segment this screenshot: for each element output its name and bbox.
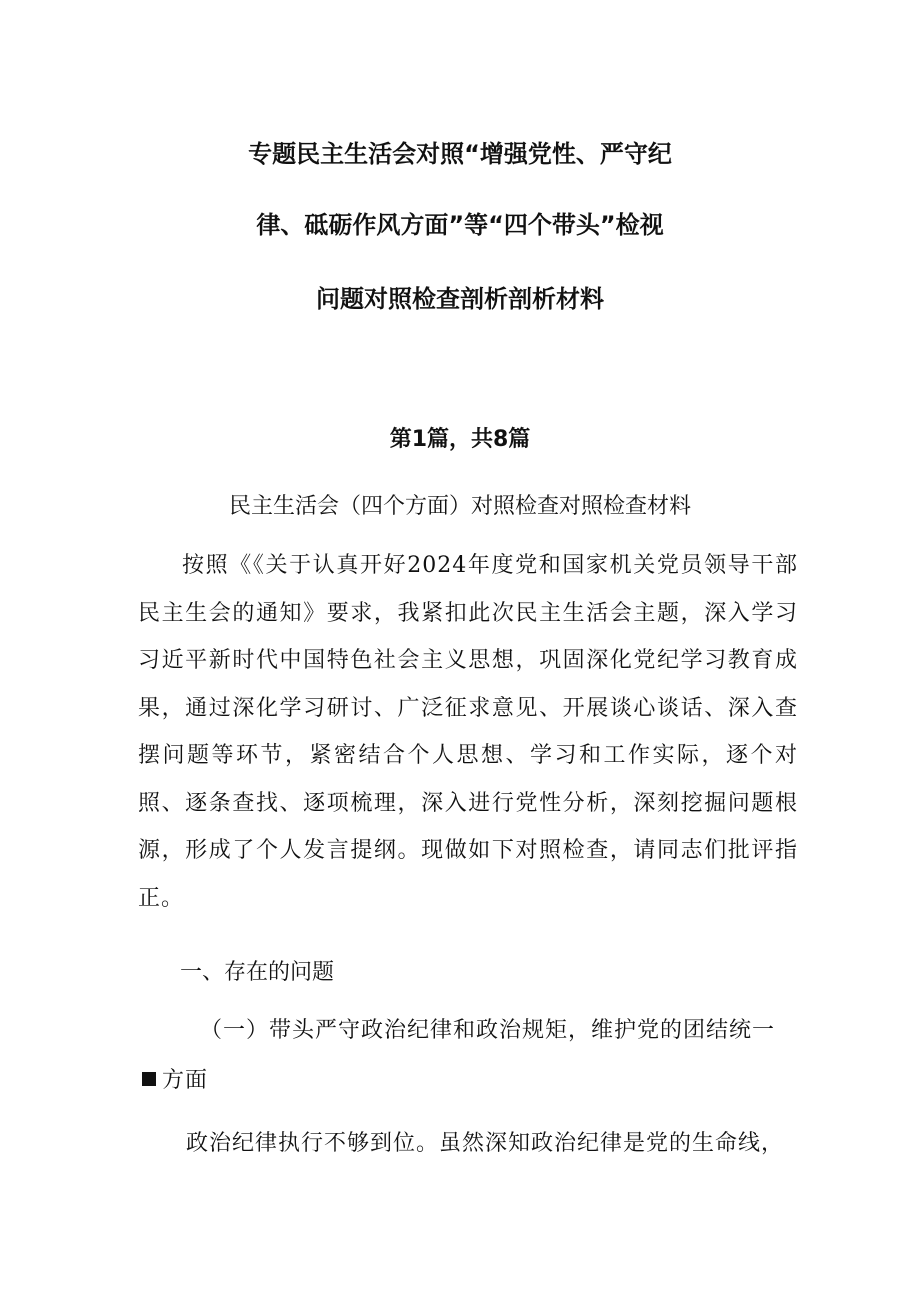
- document-subtitle: 民主生活会（四个方面）对照检查对照检查材料: [228, 494, 691, 519]
- black-square-icon: [142, 1072, 156, 1086]
- document-title-line-1: 专题民主生活会对照“增强党性、严守纪: [248, 140, 672, 168]
- subsection-heading: [138, 1006, 798, 1106]
- document-title-line-3: 问题对照检查剖析剖析材料: [316, 285, 604, 313]
- document-title-line-2: 律、砥砺作风方面”等“四个带头”检视: [256, 211, 664, 239]
- subsection-heading-suffix: 方面: [162, 1068, 209, 1093]
- intro-paragraph: 按照《《关于认真开好2024年度党和国家机关党员领导干部民主生会的通知》要求，我紧扣此次民主生活会主题，深入学习习近平新时代中国特色社会主义思想，巩固深化党纪学习教育成果，通过深化学习研讨、广泛征求意见、开展谈心谈话、深入查摆问题等环节，紧密结合个人思想、学习和工作实际，逐个对照、逐条查找、逐项梳理，深入进行党性分析，深刻挖掘问题根源，形成了个人发言提纲。现做如下对照检查，请同志们批评指正。: [138, 553, 798, 911]
- paragraph-start: 政治纪律执行不够到位。虽然深知政治纪律是党的生命线，: [186, 1131, 785, 1156]
- section-heading: 一、存在的问题: [180, 960, 335, 985]
- section-count: 第1篇，共8篇: [389, 427, 531, 452]
- subsection-heading-text: （一）带头严守政治纪律和政治规矩，维护党的团结统一: [200, 1018, 776, 1043]
